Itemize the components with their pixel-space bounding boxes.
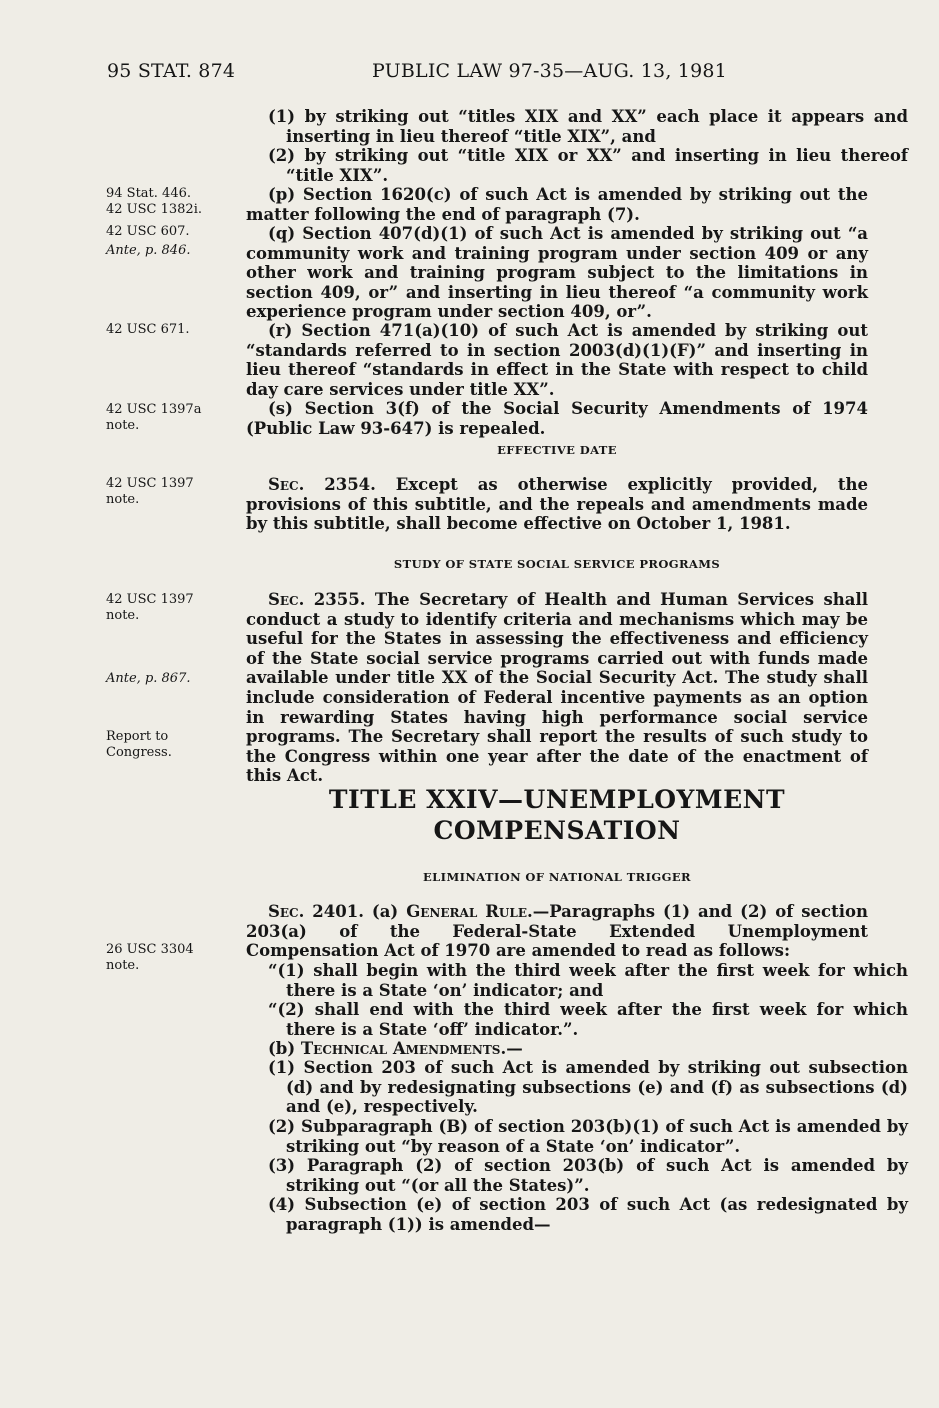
technical-amendment-3: (3) Paragraph (2) of section 203(b) of such Act is amended by striking out “(or all the States)”. (268, 1156, 908, 1195)
technical-amendment-1: (1) Section 203 of such Act is amended by striking out subsection (d) and by redesignating subsections (e) and (f) as subsections (d) and (e), respectively. (268, 1058, 908, 1117)
margin-note-26-usc-3304 (106, 942, 241, 974)
margin-note-line: note. (106, 492, 140, 507)
margin-note-line: 42 USC 1397a (106, 402, 202, 417)
section-text: —Paragraphs (1) and (2) of section 203(a) of the Federal-State Extended Unemployment Compensation Act of 1970 are amended to read as follows: (246, 902, 868, 961)
margin-note-line: Report to (106, 729, 169, 744)
margin-note-line: 26 USC 3304 (106, 942, 194, 957)
section-label: Sec. (268, 902, 305, 921)
margin-note-42-usc-671: 42 USC 671. (106, 322, 190, 337)
paragraph-1: (1) by striking out “titles XIX and XX” each place it appears and inserting in lieu thereof “title XIX”, and (268, 107, 908, 146)
subsection-s: (s) Section 3(f) of the Social Security Amendments of 1974 (Public Law 93-647) is repealed. (246, 399, 868, 438)
heading-effective-date: EFFECTIVE DATE (497, 443, 617, 457)
section-text: 2354. Except as otherwise explicitly provided, the provisions of this subtitle, and the repeals and amendments made by this subtitle, shall become effective on October 1, 1981. (246, 475, 868, 534)
title-line-2: COMPENSATION (433, 816, 681, 845)
heading-elimination-of-national-trigger: ELIMINATION OF NATIONAL TRIGGER (423, 870, 691, 884)
margin-note-42-usc-607: 42 USC 607. (106, 224, 190, 239)
title-line-1: TITLE XXIV—UNEMPLOYMENT (328, 785, 786, 814)
section-label: Sec. (268, 590, 305, 609)
subsection-r: (r) Section 471(a)(10) of such Act is amended by striking out “standards referred to in section 2003(d)(1)(F)” and inserting in lieu thereof “standards in effect in the State with respect to child day care services under title XX”. (246, 321, 868, 399)
margin-note-line: 42 USC 1382i. (106, 202, 202, 217)
subsection-heading: General Rule. (406, 902, 533, 921)
margin-note-line: 42 USC 1397 (106, 592, 194, 607)
statute-page-number: 95 STAT. 874 (107, 60, 236, 82)
margin-note-94-stat (106, 186, 241, 218)
quoted-paragraph-1: “(1) shall begin with the third week after the first week for which there is a State ‘on’ indicator; and (268, 961, 908, 1000)
section-2401 (246, 902, 868, 961)
section-text: 2401. (a) (304, 902, 407, 921)
technical-amendment-4: (4) Subsection (e) of section 203 of such Act (as redesignated by paragraph (1)) is amended— (268, 1195, 908, 1234)
section-2355 (246, 590, 868, 786)
margin-note-line: Ante, p. 867. (106, 671, 191, 686)
margin-note-ante-846 (106, 243, 241, 259)
margin-note-report-to-congress (106, 729, 241, 761)
margin-note-line: Congress. (106, 745, 172, 760)
subsection-heading: Technical Amendments. (300, 1039, 507, 1058)
margin-note-ante-867 (106, 671, 241, 687)
section-label: Sec. (268, 475, 305, 494)
quoted-paragraph-2: “(2) shall end with the third week after the first week for which there is a State ‘off’ indicator.”. (268, 1000, 908, 1039)
heading-study-of-state-social-service: STUDY OF STATE SOCIAL SERVICE PROGRAMS (393, 557, 721, 571)
margin-note-42-usc-1397-a (106, 476, 241, 508)
public-law-header: PUBLIC LAW 97-35—AUG. 13, 1981 (372, 60, 727, 82)
margin-note-line: 94 Stat. 446. (106, 186, 191, 201)
technical-amendment-2: (2) Subparagraph (B) of section 203(b)(1) of such Act is amended by striking out “by reason of a State ‘on’ indicator”. (268, 1117, 908, 1156)
margin-note-42-usc-1397-b (106, 592, 241, 624)
subsection-p: (p) Section 1620(c) of such Act is amended by striking out the matter following the end of paragraph (7). (246, 185, 868, 224)
subsection-b (246, 1039, 868, 1059)
margin-note-line: note. (106, 958, 140, 973)
margin-note-line: note. (106, 608, 140, 623)
margin-note-42-usc-1397a (106, 402, 241, 434)
paragraph-2: (2) by striking out “title XIX or XX” and inserting in lieu thereof “title XIX”. (268, 146, 908, 185)
subsection-text: (b) (268, 1039, 301, 1058)
subsection-text: — (506, 1039, 523, 1058)
subsection-q: (q) Section 407(d)(1) of such Act is amended by striking out “a community work and training program under section 409 or any other work and training program subject to the limitations in section 409, or” and inserting in lieu thereof “a community work experience program under section 409, or”. (246, 224, 868, 322)
section-2354 (246, 475, 868, 534)
margin-note-line: note. (106, 418, 140, 433)
section-text: 2355. The Secretary of Health and Human Services shall conduct a study to identify criteria and mechanisms which may be useful for the States in assessing the effectiveness and efficiency of the State social service programs carried out with funds made available under title XX of the Social Security Act. The study shall include consideration of Federal incentive payments as an option in rewarding States having high performance social service programs. The Secretary shall report the results of such study to the Congress within one year after the date of the enactment of this Act. (246, 590, 868, 786)
margin-note-line: Ante, p. 846. (106, 243, 191, 258)
margin-note-line: 42 USC 1397 (106, 476, 194, 491)
title-heading (246, 784, 868, 846)
